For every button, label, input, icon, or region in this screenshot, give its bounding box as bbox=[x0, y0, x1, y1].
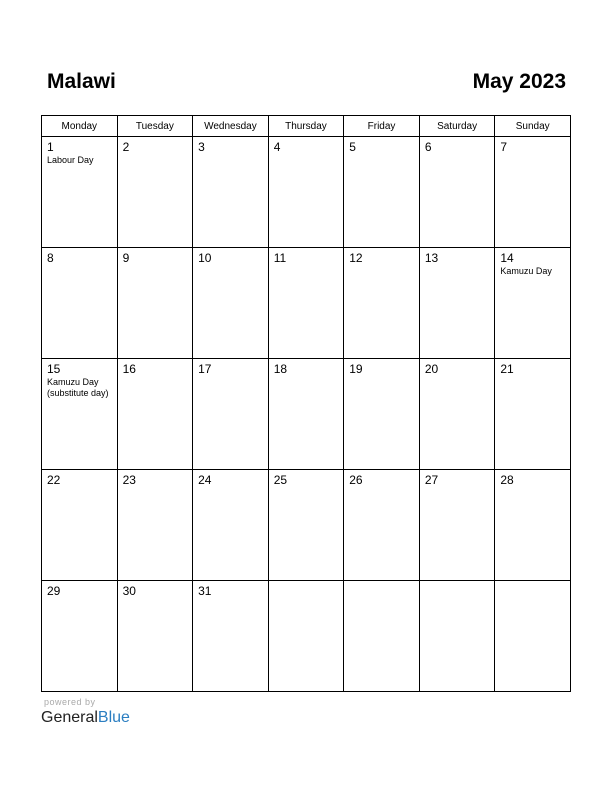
day-cell bbox=[42, 248, 118, 359]
day-cell bbox=[344, 359, 420, 470]
day-number: 6 bbox=[424, 140, 432, 154]
day-cell bbox=[42, 359, 118, 470]
day-number: 3 bbox=[198, 140, 205, 154]
week-row bbox=[42, 581, 571, 692]
day-cell bbox=[193, 248, 269, 359]
day-number: 16 bbox=[122, 362, 136, 376]
day-number: 19 bbox=[349, 362, 363, 376]
day-cell bbox=[117, 248, 193, 359]
generalblue-logo[interactable] bbox=[41, 709, 130, 727]
week-row bbox=[42, 359, 571, 470]
day-cell bbox=[419, 359, 495, 470]
day-number: 7 bbox=[500, 140, 508, 154]
day-cell bbox=[344, 581, 420, 692]
day-number: 18 bbox=[273, 362, 288, 376]
day-cell bbox=[42, 581, 118, 692]
day-cell bbox=[193, 470, 269, 581]
day-number: 31 bbox=[198, 584, 212, 598]
day-number: 20 bbox=[424, 362, 439, 376]
week-row bbox=[42, 137, 571, 248]
day-number: 26 bbox=[349, 473, 363, 487]
powered-by-text: powered by bbox=[44, 697, 96, 707]
day-number: 28 bbox=[500, 473, 514, 487]
day-cell bbox=[419, 581, 495, 692]
day-number: 8 bbox=[47, 251, 54, 265]
weekday-header: Wednesday bbox=[193, 116, 269, 137]
day-number: 17 bbox=[198, 362, 212, 376]
day-cell bbox=[193, 137, 269, 248]
day-cell bbox=[193, 581, 269, 692]
week-row bbox=[42, 248, 571, 359]
day-number: 21 bbox=[500, 362, 514, 376]
day-number: 9 bbox=[122, 251, 130, 265]
day-cell bbox=[495, 248, 571, 359]
day-cell bbox=[117, 359, 193, 470]
month-title: May 2023 bbox=[472, 70, 566, 93]
day-cell bbox=[495, 470, 571, 581]
day-cell bbox=[344, 137, 420, 248]
day-number: 14 bbox=[500, 251, 514, 265]
day-cell bbox=[268, 248, 344, 359]
week-row bbox=[42, 470, 571, 581]
holiday-label: Kamuzu Day (substitute day) bbox=[47, 377, 109, 398]
day-cell bbox=[268, 137, 344, 248]
weekday-header: Thursday bbox=[268, 116, 344, 137]
day-cell bbox=[419, 248, 495, 359]
day-cell bbox=[268, 470, 344, 581]
holiday-label: Labour Day bbox=[47, 155, 94, 165]
day-cell bbox=[42, 137, 118, 248]
weekday-header-row bbox=[42, 116, 571, 137]
weekday-header: Sunday bbox=[495, 116, 571, 137]
day-number: 12 bbox=[349, 251, 363, 265]
day-cell bbox=[344, 470, 420, 581]
day-cell bbox=[344, 248, 420, 359]
holiday-label: Kamuzu Day bbox=[500, 266, 552, 276]
day-number: 23 bbox=[122, 473, 136, 487]
brand-part-general: General bbox=[41, 709, 98, 726]
day-cell bbox=[495, 581, 571, 692]
day-number: 15 bbox=[47, 362, 61, 376]
day-cell bbox=[117, 581, 193, 692]
day-cell bbox=[117, 470, 193, 581]
day-number: 10 bbox=[198, 251, 212, 265]
day-number: 30 bbox=[122, 584, 136, 598]
weekday-header: Monday bbox=[42, 116, 118, 137]
day-number: 11 bbox=[273, 251, 287, 265]
calendar-grid bbox=[41, 115, 571, 692]
day-number: 29 bbox=[47, 584, 61, 598]
day-cell bbox=[268, 581, 344, 692]
day-number: 27 bbox=[424, 473, 439, 487]
day-cell bbox=[495, 359, 571, 470]
day-number: 5 bbox=[349, 140, 356, 154]
day-cell bbox=[268, 359, 344, 470]
day-cell bbox=[42, 470, 118, 581]
day-number: 24 bbox=[198, 473, 212, 487]
weekday-header: Tuesday bbox=[117, 116, 193, 137]
day-number: 1 bbox=[47, 140, 54, 154]
day-cell bbox=[495, 137, 571, 248]
day-number: 2 bbox=[122, 140, 130, 154]
day-cell bbox=[419, 470, 495, 581]
day-number: 13 bbox=[424, 251, 439, 265]
day-cell bbox=[117, 137, 193, 248]
weekday-header: Friday bbox=[344, 116, 420, 137]
country-title: Malawi bbox=[47, 70, 116, 93]
day-cell bbox=[193, 359, 269, 470]
day-number: 4 bbox=[273, 140, 281, 154]
day-cell bbox=[419, 137, 495, 248]
day-number: 22 bbox=[47, 473, 61, 487]
day-number: 25 bbox=[273, 473, 288, 487]
weekday-header: Saturday bbox=[419, 116, 495, 137]
brand-part-blue: Blue bbox=[97, 709, 130, 726]
